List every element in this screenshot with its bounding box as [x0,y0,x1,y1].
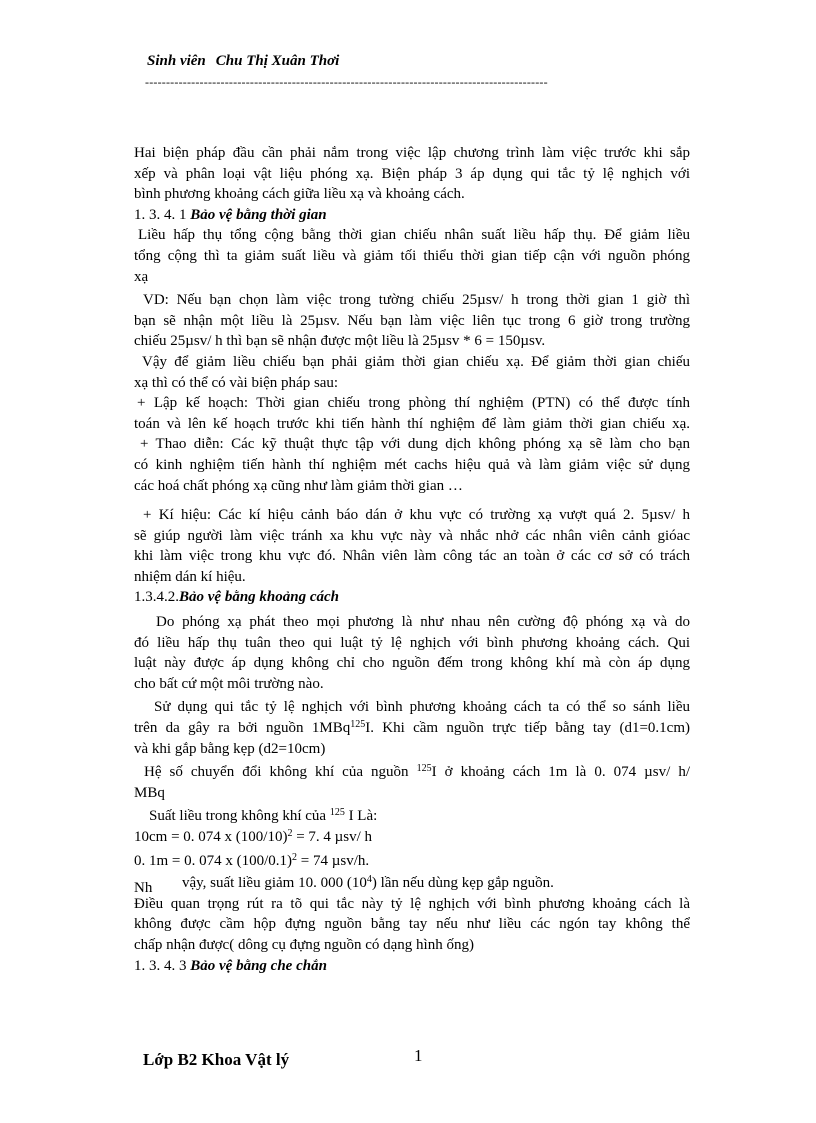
document-body [134,143,690,976]
text-line: cho bất cứ một môi trường nào. [134,675,324,692]
text-line: Do phóng xạ phát theo mọi phương là như nhau nên cường độ phóng xạ và do [156,614,690,631]
section-heading-1-3-4-2 [134,587,690,608]
text-line: Sử dụng qui tắc tỷ lệ nghịch với bình phương khoảng cách ta có thể so sánh liều [154,699,690,716]
text-fragment: Nh [134,880,153,897]
heading-number: 1. 3. 4. 1 [134,206,191,223]
header-label: Sinh viên [147,53,206,69]
text-line: đó liều hấp thụ tuân theo qui luật tỷ lệ nghịch với bình phương khoảng cách. Qui [134,634,690,651]
text-line: không được cầm hộp đựng nguồn bằng tay nếu như liều các ngón tay không thể [134,916,690,933]
page-number: 1 [414,1046,423,1065]
equation-line: 0. 1m = 0. 074 x $(100/0.1)^2 = 74$ µsv/h. [134,851,370,869]
text-line: MBq [134,784,165,801]
text-line: và khi gắp bằng kẹp (d2=10cm) [134,740,326,757]
equation-line: 10cm = 0. 074 x $(100/10)^2 = 7$. 4 µsv/ h [134,828,373,845]
heading-title: Bảo vệ bằng che chắn [190,957,327,974]
text-line: Hệ số chuyển đổi không khí của nguồn $^{125}$I ở khoảng cách 1m là 0. 074 µsv/ h/ [144,763,690,781]
section-heading-1-3-4-3 [134,956,690,977]
text-line: xạ thì có thể có vài biện pháp sau: [134,374,339,391]
text-line: chấp nhận được( dông cụ đựng nguồn có dạng hình ống) [134,936,474,953]
text-line: sẽ giúp người làm việc tránh xa khu vực này và nhắc nhở các nhân viên cảnh gióac [134,527,690,544]
text-line: Vậy để giảm liều chiếu bạn phải giảm thời gian chiếu xạ. Để giảm thời gian chiếu [142,353,690,370]
text-line: trên da gây ra bởi nguồn 1MBq$^{125}$I. Khi cầm nguồn trực tiếp bằng tay (d1=0.1cm) [134,719,690,737]
text-line: toán và lên kế hoạch trước khi tiến hành thí nghiệm để làm giảm thời gian chiếu xạ. [134,415,690,432]
text-line: + Kí hiệu: Các kí hiệu cảnh báo dán ở khu vực có trường xạ vượt quá 2. 5µsv/ h [143,507,690,524]
text-line: khi làm việc trong khu vực đó. Nhân viên làm công tác an toàn ở các cơ sở có trách [134,548,690,565]
footer-class-label: Lớp B2 Khoa Vật lý [143,1050,290,1069]
header-rule: ------------------------------------------------------------------------------------------------ [145,75,548,89]
text-line: tổng cộng thì ta giảm suất liều và giảm tối thiểu thời gian tiếp cận với nguồn phóng [134,247,690,264]
heading-title: Bảo vệ bằng thời gian [190,206,327,223]
text-line: nhiệm dán kí hiệu. [134,568,246,585]
text-line: xạ [134,268,149,285]
text-line: Hai biện pháp đầu cần phải nắm trong việc lập chương trình làm việc trước khi sắp [134,145,690,161]
text-line: Điều quan trọng rút ra tõ qui tắc này tỷ lệ nghịch với bình phương khoảng cách là [134,895,690,912]
text-line: xếp và phân loại vật liệu phóng xạ. Biện pháp 3 áp dụng qui tắc tỷ lệ nghịch với [134,165,690,182]
text-line: Liều hấp thụ tổng cộng bằng thời gian chiếu nhân suất liều hấp thụ. Để giảm liều [138,227,690,244]
text-line: Suất liều trong không khí của $^{125}$ I Là: [149,807,378,825]
text-line: VD: Nếu bạn chọn làm việc trong tường chiếu 25µsv/ h trong thời gian 1 giờ thì [143,292,690,309]
student-name: Chu Thị Xuân Thơi [215,53,340,69]
text-line: + Lập kế hoạch: Thời gian chiếu trong phòng thí nghiệm (PTN) có thể được tính [137,395,690,412]
section-heading-1-3-4-1 [134,205,690,226]
heading-number: 1. 3. 4. 3 [134,957,191,974]
text-line: các hoá chất phóng xạ cũng như làm giảm thời gian … [134,477,463,494]
page-header [147,53,339,70]
heading-number: 1.3.4.2. [134,589,179,606]
text-line: Nh vậy, suất liều giảm 10. 000 $(10^4)$ lần nếu dùng kẹp gắp nguồn. [134,873,690,894]
text-line: bạn sẽ nhận một liều là 25µsv. Nếu bạn làm việc liên tục trong 6 giờ trong trường [134,312,690,329]
text-line: luật này được áp dụng không chỉ cho nguồn đếm trong không khí mà còn áp dụng [134,655,690,672]
text-line: chiếu 25µsv/ h thì bạn sẽ nhận được một liều là 25µsv * 6 = 150µsv. [134,333,546,350]
heading-title: Bảo vệ bằng khoảng cách [179,589,340,606]
text-line: + Thao diễn: Các kỹ thuật thực tập với dung dịch không phóng xạ sẽ làm cho bạn [140,436,690,453]
text-line: có kinh nghiệm tiến hành thí nghiệm mét cachs hiệu quả và làm giảm việc sử dụng [134,456,690,473]
text-line: bình phương khoảng cách giữa liều xạ và khoảng cách. [134,186,465,203]
